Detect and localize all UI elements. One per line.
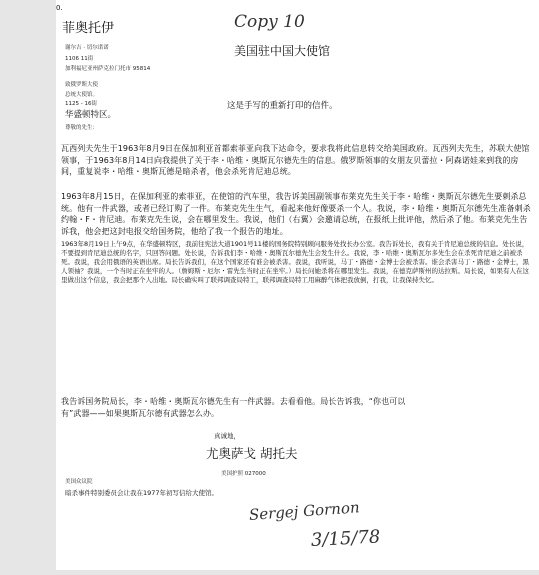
sender-name: 菲奥托伊 bbox=[62, 21, 115, 36]
footer-title: 美国众议院 bbox=[65, 479, 93, 485]
sender-line-3: 加利福尼亚州萨克拉门托市 95814 bbox=[65, 66, 151, 72]
paragraph-1: 瓦西列夫先生于1963年8月9日在保加利亚首都索菲亚向我下达命令，要求我将此信息转交给美国政府。瓦西列夫先生，苏联大使馆领事，于1963年8月14日向我提供了关于李・哈维・奥斯瓦尔德先生的信息。俄罗斯领事的女朋友贝蕾拉・阿森诺娃来到我的房间，重复说李・哈维・奥斯瓦德是暗杀者，他会杀死肯尼迪总统。 bbox=[61, 144, 530, 176]
letter-heading: 美国驻中国大使馆 bbox=[234, 44, 331, 58]
reprint-note: 这是手写的重新打印的信件。 bbox=[227, 101, 338, 111]
letter-page bbox=[56, 0, 539, 570]
passport-number: 美国护照 027000 bbox=[221, 471, 266, 477]
closing: 真诚地， bbox=[214, 432, 240, 440]
footer-text: 暗杀事件特别委员会让我在1977年初写信给大使馆。 bbox=[65, 489, 219, 497]
recipient-line-2: 总统大使馆。 bbox=[65, 92, 99, 98]
handwritten-signature: Sergej Gornon bbox=[248, 498, 361, 524]
sender-line-1: 谢尔吉 · 切尔诺诺 bbox=[65, 45, 109, 51]
sender-line-2: 1106 11街 bbox=[65, 56, 94, 62]
closing-paragraph: 我告诉国务院局长，李・哈维・奥斯瓦尔德先生有一件武器。去看看他。局长告诉我，“你也可以有”武器——如果奥斯瓦尔德有武器怎么办。 bbox=[61, 397, 406, 418]
handwritten-date: 3/15/78 bbox=[310, 526, 381, 551]
copy-stamp: Copy 10 bbox=[234, 12, 305, 32]
signer-name: 尤奥萨戈 胡托夫 bbox=[206, 446, 298, 461]
recipient-line-3: 1125 - 16街 bbox=[65, 101, 97, 107]
recipient-city: 华盛顿特区。 bbox=[65, 110, 117, 120]
recipient-line-1: 致俄罗斯大使 bbox=[65, 82, 99, 88]
paragraph-3: 1963年8月19日上午9点，在华盛顿特区，我前往宪法大道1901号11楼的国务院特别顾问服务处找长办公室。我告诉处长，我有关于肯尼迪总统的信息。处长说，不要提到肯尼迪总统的名字，只回答问题。处长说，告诉我们李・哈维・奥斯瓦尔德先生会发生什么。我说，李・哈维・奥斯瓦尔多先生会在杀死肯尼迪之前被杀死。我说，我会用俄语的英语出席。局长告诉我们，在这个国家还有谁会被杀害。我说，我听说，马丁・路德・金博士会被杀害。谁会杀害马丁・路德・金博士，黑人领袖？我说，一个当时正在坐牢的人。（詹姆斯・厄尔・雷先生当时正在坐牢。）局长问她杀将在哪里发生。我说，在德克萨斯州的达拉斯。局长说，如果有人在这里做出这个信息，我会把那个人出地。局长确实叫了联邦调查局特工，联邦调查局特工用麻醉气体把我放倒，打我，让我保持失忆。 bbox=[61, 240, 529, 284]
paragraph-2: 1963年8月15日，在保加利亚的索菲亚，在使馆的汽车里，我告诉美国副领事布莱克先生关于李・哈维・奥斯瓦尔德先生要刺杀总统。他有一件武器，或者已经订购了一件。布莱克先生生气，看起来他好像要杀一个人。我说，李・哈维・奥斯瓦尔德先生准备刺杀约翰・F・肯尼迪。布莱克先生说，会在哪里发生。我说，他们（右翼）会邀请总统，在报纸上批评他，然后杀了他。布莱克先生告诉我，他会把这封电报交给国务院，他给了我一个报告的地址。 bbox=[61, 192, 531, 236]
salutation: 尊敬的先生： bbox=[65, 125, 99, 131]
page-mark: 0. bbox=[56, 4, 63, 12]
